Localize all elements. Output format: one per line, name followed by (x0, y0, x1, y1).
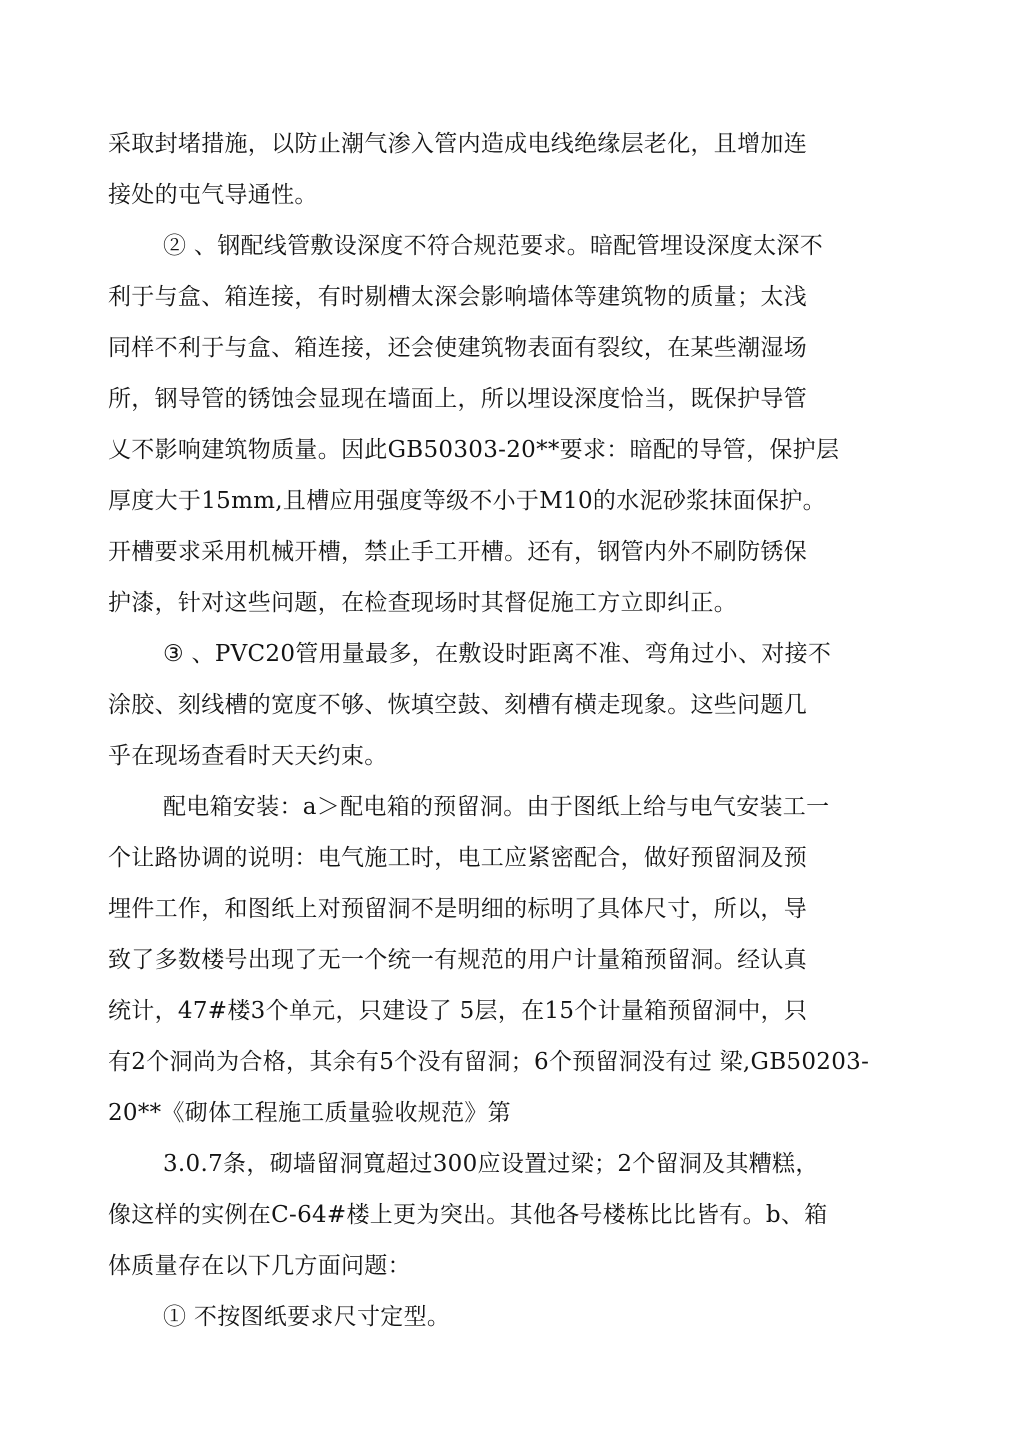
text-line: 体质量存在以下几方面问题： (108, 1253, 411, 1279)
text-line: 有2个洞尚为合格，其余有5个没有留洞；6个预留洞没有过 梁,GB50203- (108, 1049, 870, 1075)
text-line: 护漆，针对这些问题，在检查现场时其督促施工方立即纠正。 (108, 590, 738, 616)
text-line: 统计，47#楼3个单元，只建设了 5层，在15个计量箱预留洞中，只 (108, 998, 808, 1024)
text-line: 采取封堵措施，以防止潮气渗入管内造成电线绝缘层老化，且增加连 (108, 131, 807, 157)
text-line: 个让路协调的说明：电气施工时，电工应紧密配合，做好预留洞及预 (108, 845, 807, 871)
text-line: 开槽要求采用机械开槽，禁止手工开槽。还有，钢管内外不刷防锈保 (108, 539, 807, 565)
text-line: 所，钢导管的锈蚀会显现在墙面上，所以埋设深度恰当，既保护导管 (108, 386, 807, 412)
paragraph-first-line: ③ 、PVC20管用量最多，在敷设时距离不准、弯角过小、对接不 (163, 641, 832, 667)
text-line: 接处的屯气导通性。 (108, 182, 318, 208)
text-line: 厚度大于15mm,且槽应用强度等级不小于M10的水泥砂浆抹面保护。 (108, 488, 826, 514)
text-line: 利于与盒、箱连接，有时剔槽太深会影响墙体等建筑物的质量；太浅 (108, 284, 807, 310)
text-line: 像这样的实例在C-64#楼上更为突出。其他各号楼栋比比皆有。b、箱 (108, 1202, 828, 1228)
text-line: 同样不利于与盒、箱连接，还会使建筑物表面有裂纹，在某些潮湿场 (108, 335, 807, 361)
text-line: 20**《砌体工程施工质量验收规范》第 (108, 1100, 511, 1126)
text-line: 乎在现场查看时天天约束。 (108, 743, 388, 769)
list-item: ① 不按图纸要求尺寸定型。 (163, 1304, 451, 1330)
text-line: 乂不影响建筑物质量。因此GB50303-20**要求：暗配的导管，保护层 (108, 437, 840, 463)
paragraph-first-line: 配电箱安装：a＞配电箱的预留洞。由于图纸上给与电气安装工一 (163, 794, 830, 820)
text-line: 致了多数楼号出现了无一个统一有规范的用户计量箱预留洞。经认真 (108, 947, 807, 973)
text-line: 埋件工作，和图纸上对预留洞不是明细的标明了具体尺寸，所以，导 (108, 896, 807, 922)
text-line: 涂胶、刻线槽的宽度不够、恢填空鼓、刻槽有横走现象。这些问题几 (108, 692, 807, 718)
paragraph-first-line: 3.0.7条，砌墙留洞寬超过300应设置过梁；2个留洞及其糟糕， (163, 1151, 819, 1177)
paragraph-first-line: ② 、钢配线管敷设深度不符合规范要求。暗配管埋设深度太深不 (163, 233, 824, 259)
